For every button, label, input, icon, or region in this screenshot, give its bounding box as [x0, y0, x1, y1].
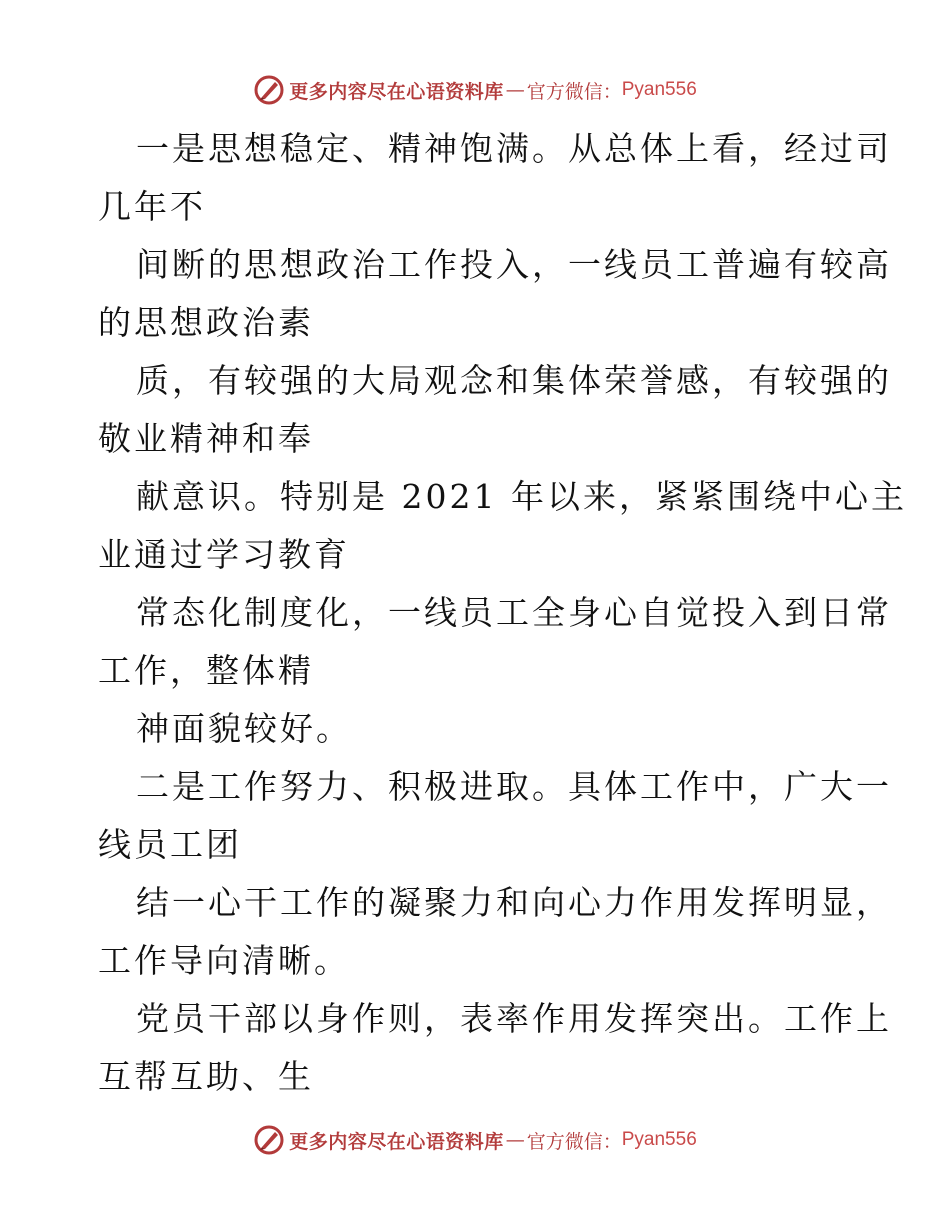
footer-banner	[0, 1120, 950, 1160]
text-line: 工作导向清晰。	[98, 941, 350, 980]
banner-wechat-label: 官方微信：	[526, 80, 622, 103]
text-line: 互帮互助、生	[98, 1057, 314, 1096]
text-line: 质，有较强的大局观念和集体荣誉感，有较强的	[136, 361, 892, 400]
text-line: 献意识。特别是 2021 年以来，紧紧围绕中心主	[136, 477, 907, 516]
text-line: 业通过学习教育	[98, 535, 350, 574]
banner-wechat-id: Pyan556	[621, 79, 697, 100]
text-line: 结一心干工作的凝聚力和向心力作用发挥明显，	[136, 883, 892, 922]
header-banner	[0, 70, 950, 110]
text-line: 敬业精神和奉	[98, 419, 314, 458]
banner-separator: —	[505, 79, 525, 101]
text-line: 工作，整体精	[98, 651, 314, 690]
text-line: 二是工作努力、积极进取。具体工作中，广大一	[136, 767, 892, 806]
banner-separator: —	[505, 1129, 525, 1151]
banner-title: 更多内容尽在心语资料库	[289, 80, 504, 103]
text-line: 党员干部以身作则，表率作用发挥突出。工作上	[136, 999, 892, 1038]
pen-logo-icon	[253, 1124, 285, 1156]
text-line: 线员工团	[98, 825, 242, 864]
text-line: 的思想政治素	[98, 303, 314, 342]
text-line: 几年不	[98, 187, 206, 226]
document-body	[98, 120, 907, 1106]
banner-wechat-id: Pyan556	[621, 1129, 697, 1150]
banner-title: 更多内容尽在心语资料库	[289, 1130, 504, 1153]
text-line: 常态化制度化，一线员工全身心自觉投入到日常	[136, 593, 892, 632]
text-line: 一是思想稳定、精神饱满。从总体上看，经过司	[136, 129, 892, 168]
text-line: 间断的思想政治工作投入，一线员工普遍有较高	[136, 245, 892, 284]
banner-wechat-label: 官方微信：	[526, 1130, 622, 1153]
pen-logo-icon	[253, 74, 285, 106]
text-line: 神面貌较好。	[136, 709, 352, 748]
